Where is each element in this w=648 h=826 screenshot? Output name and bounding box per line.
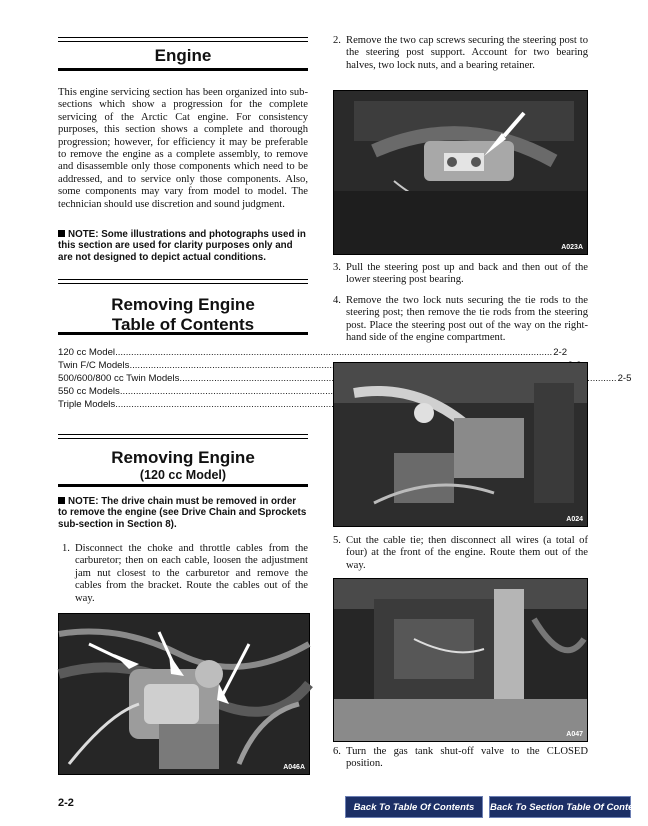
note-illustrations-text: NOTE: Some illustrations and photographs used in this section are used for clarity purposes only and are not designed to depict actual conditions.: [58, 229, 306, 263]
figure-label-a047: A047: [566, 731, 583, 738]
section-header-removing-120cc: [58, 434, 308, 487]
note-bullet-icon: [58, 230, 65, 237]
step-1: 1. Disconnect the choke and throttle cables from the carburetor; then on each cable, loosen the adjustment jam nut closest to the carburetor and remove the cables from the bracket. Route the cables out of the way.: [62, 543, 308, 604]
page-number: 2-2: [58, 797, 74, 809]
step-3: 3. Pull the steering post up and back and then out of the lower steering post bearing.: [333, 262, 588, 286]
note-drive-chain-text: NOTE: The drive chain must be removed in order to remove the engine (see Drive Chain and Sprockets sub-section in Section 8).: [58, 496, 307, 530]
photo-engine-wires: [333, 578, 588, 742]
figure-label-a023a: A023A: [561, 244, 583, 251]
toc-entry-550cc[interactable]: 550 cc Models .....: [58, 385, 308, 398]
section-header-toc: [58, 279, 308, 335]
section-title-engine: Engine: [154, 46, 212, 65]
back-to-section-toc-button[interactable]: Back To Section Table Of Contents: [489, 796, 631, 818]
step-1-text: Disconnect the choke and throttle cables from the carburetor; then on each cable, loosen the adjustment jam nut closest to the carburetor and remove the cables from the bracket. Route the cables out of the way.: [75, 543, 308, 604]
step-2: 2. Remove the two cap screws securing the steering post to the steering post support. Account for two bearing halves, two lock nuts, and a bearing retainer.: [333, 35, 588, 71]
note-bullet-icon: [58, 497, 65, 504]
step-4: 4. Remove the two lock nuts securing the tie rods to the steering post; then remove the tie rods from the steering post. Place the steering post out of the way on the right-hand side of the engine compartment.: [333, 295, 588, 344]
toc-entry-triple[interactable]: Triple Models .....: [58, 398, 308, 411]
step-2-text: Remove the two cap screws securing the steering post to the steering post support. Account for two bearing halves, two lock nuts, and a bearing retainer.: [346, 35, 588, 71]
section-title-removing: Removing Engine: [111, 448, 255, 467]
note-illustrations: [58, 229, 308, 263]
section-title-toc-line1: Removing Engine: [111, 295, 255, 314]
photo-carburetor-cables: [58, 613, 310, 775]
step-6-text: Turn the gas tank shut-off valve to the CLOSED position.: [346, 746, 588, 770]
photo-tie-rods: [333, 362, 588, 527]
step-4-text: Remove the two lock nuts securing the tie rods to the steering post; then remove the tie rods from the steering post. Place the steering post out of the way on the right-hand side of the engine compartment.: [346, 295, 588, 344]
section-subtitle-120cc: (120 cc Model): [139, 468, 227, 482]
intro-paragraph: This engine servicing section has been organized into sub-sections which show a progression for the complete servicing of the Arctic Cat engine. For consistency purposes, this section shows a complete and thorough progression; however, for efficiency it may be preferable to remove the engine as a complete assembly, to remove and disassemble only those components which need to be addressed, and to service only those components. Also, some components may vary from model to model. The technician should use discretion and sound judgment.: [58, 87, 308, 210]
toc-entry-120cc[interactable]: 120 cc Model ..... 2-2: [58, 346, 308, 359]
figure-label-a046a: A046A: [283, 764, 305, 771]
table-of-contents: [58, 346, 632, 411]
step-5: 5. Cut the cable tie; then disconnect all wires (a total of four) at the front of the engine. Route them out of the way.: [333, 535, 588, 571]
toc-entry-twin-fc[interactable]: Twin F/C Models .....: [58, 359, 308, 372]
back-to-toc-button[interactable]: Back To Table Of Contents: [345, 796, 483, 818]
toc-entry-500-600-800[interactable]: 500/600/800 cc Twin Models ..... 2-5: [58, 372, 308, 385]
step-6: 6. Turn the gas tank shut-off valve to the CLOSED position.: [333, 746, 588, 770]
photo-steering-post: [333, 90, 588, 255]
step-5-text: Cut the cable tie; then disconnect all wires (a total of four) at the front of the engine. Route them out of the way.: [346, 535, 588, 571]
note-drive-chain: [58, 496, 308, 530]
figure-label-a024: A024: [566, 516, 583, 523]
section-header-engine: [58, 37, 308, 71]
step-3-text: Pull the steering post up and back and then out of the lower steering post bearing.: [346, 262, 588, 286]
section-title-toc-line2: Table of Contents: [111, 315, 255, 334]
